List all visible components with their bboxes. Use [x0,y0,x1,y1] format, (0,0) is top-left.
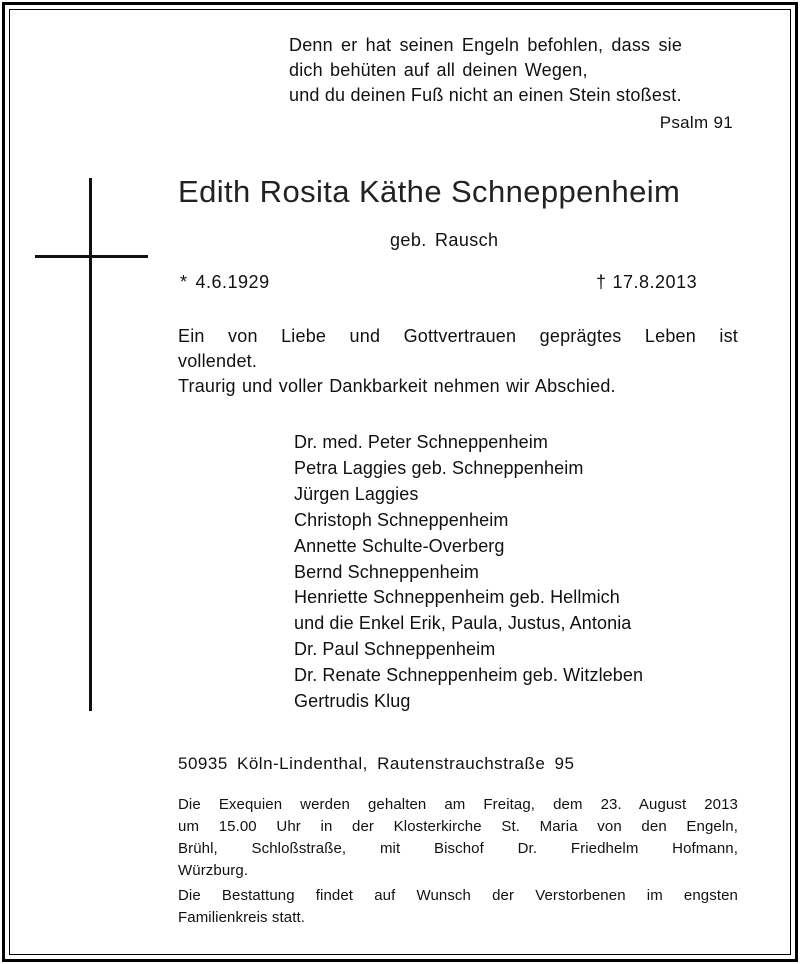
service-line: Brühl, Schloßstraße, mit Bischof Dr. Friedhelm Hofmann, [178,840,738,857]
death-dagger-icon: † [596,272,607,292]
death-date [596,272,697,293]
bible-verse [289,33,741,108]
mourner-name: Dr. Paul Schneppenheim [294,639,496,660]
verse-line: dich behüten auf all deinen Wegen, [289,60,588,80]
family-address: 50935 Köln-Lindenthal, Rautenstrauchstraße 95 [178,754,575,773]
mourner-name: Petra Laggies geb. Schneppenheim [294,457,584,478]
message-line: Traurig und voller Dankbarkeit nehmen wir Abschied. [178,376,616,396]
farewell-message [178,324,738,399]
verse-source: Psalm 91 [659,113,733,132]
cross-icon-bar [35,255,148,258]
mourner-name: Dr. med. Peter Schneppenheim [294,432,548,452]
death-date-value: 17.8.2013 [612,272,698,292]
mourner-name: Gertrudis Klug [294,691,411,712]
mourner-name: Christoph Schneppenheim [294,509,509,530]
burial-info [178,885,738,929]
mourner-name: Dr. Renate Schneppenheim geb. Witzleben [294,665,644,686]
message-line: Ein von Liebe und Gottvertrauen geprägtes Leben ist [178,326,738,346]
service-line: Würzburg. [178,862,249,879]
mourner-name: Henriette Schneppenheim geb. Hellmich [294,587,620,608]
funeral-service-info [178,794,738,882]
verse-line: Denn er hat seinen Engeln befohlen, dass sie [289,35,683,55]
mourner-name: Jürgen Laggies [294,483,419,504]
service-line: um 15.00 Uhr in der Klosterkirche St. Maria von den Engeln, [178,818,738,835]
service-line: Die Exequien werden gehalten am Freitag, dem 23. August 2013 [178,796,738,813]
mourner-name: und die Enkel Erik, Paula, Justus, Antonia [294,613,632,634]
mourners-list [294,430,643,715]
deceased-name: Edith Rosita Käthe Schneppenheim [178,174,681,209]
maiden-name: geb. Rausch [390,230,499,250]
birth-date-value: 4.6.1929 [195,272,270,292]
message-line: vollendet. [178,351,258,371]
mourner-name: Annette Schulte-Overberg [294,535,505,556]
mourner-name: Bernd Schneppenheim [294,561,480,582]
verse-line: und du deinen Fuß nicht an einen Stein stoßest. [289,85,682,105]
burial-line: Familienkreis statt. [178,909,306,926]
burial-line: Die Bestattung findet auf Wunsch der Verstorbenen im engsten [178,887,738,904]
birth-date [180,272,270,293]
birth-star-icon: * [180,272,188,292]
